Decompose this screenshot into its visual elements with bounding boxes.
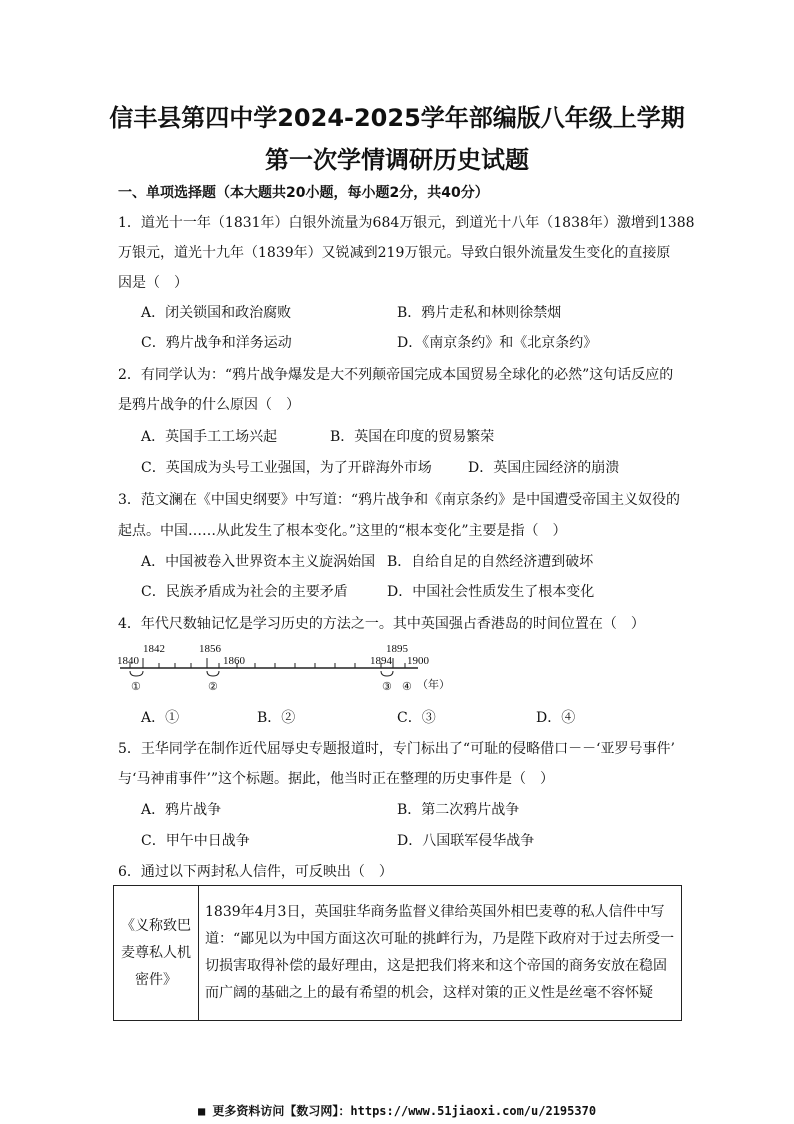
timeline-mark-4: ④ — [402, 681, 412, 693]
q1-option-c[interactable]: C．鸦片战争和洋务运动 — [141, 335, 292, 351]
q6-table-content: 1839年4月3日，英国驻华商务监督义律给英国外相巴麦尊的私人信件中写 道：“鄙见以为中国方面这次可耻的挑衅行为，乃是陛下政府对于过去所受一 切损害取得补偿的最好理由，这是把我们将来和这个帝国的商务安放在稳固 而广阔的基础之上的最有希望的机会，这样对策的正义性是丝毫不容怀疑 — [199, 886, 682, 1021]
q6-line: 6．通过以下两封私人信件，可反映出（ ） — [118, 864, 393, 880]
timeline-unit: （年） — [417, 679, 450, 691]
q5-option-d[interactable]: D．八国联军侵华战争 — [397, 833, 535, 849]
page-title-line1: 信丰县第四中学2024-2025学年部编版八年级上学期 — [109, 104, 685, 132]
q5-option-a[interactable]: A．鸦片战争 — [141, 802, 222, 818]
page-title-line2: 第一次学情调研历史试题 — [265, 146, 529, 174]
q5-option-c[interactable]: C．甲午中日战争 — [141, 833, 250, 849]
q2-option-d[interactable]: D．英国庄园经济的崩溃 — [468, 460, 620, 476]
timeline-year: 1842 — [143, 643, 165, 655]
q1-option-d[interactable]: D．《南京条约》和《北京条约》 — [397, 335, 598, 351]
q3-line: 起点。中国……从此发生了根本变化。”这里的“根本变化”主要是指（ ） — [118, 523, 567, 539]
section-heading: 一、单项选择题（本大题共20小题，每小题2分，共40分） — [118, 185, 489, 201]
q5-line: 与‘马神甫事件’”这个标题。据此，他当时正在整理的历史事件是（ ） — [118, 771, 555, 787]
footer-link[interactable]: ■ 更多资料访问【数习网】：https://www.51jiaoxi.com/u/2195370 — [197, 1104, 597, 1118]
q2-option-a[interactable]: A．英国手工工场兴起 — [141, 429, 278, 445]
q2-option-b[interactable]: B．英国在印度的贸易繁荣 — [330, 429, 495, 445]
q3-option-a[interactable]: A．中国被卷入世界资本主义旋涡始国 — [141, 554, 376, 570]
timeline-year: 1894 — [370, 655, 392, 667]
q2-line: 2．有同学认为：“鸦片战争爆发是大不列颠帝国完成本国贸易全球化的必然”这句话反应的 — [118, 367, 674, 383]
flag-icon: ■ — [197, 1104, 206, 1118]
q1-option-a[interactable]: A．闭关锁国和政治腐败 — [141, 305, 292, 321]
q1-line: 万银元，道光十九年（1839年）又锐减到219万银元。导致白银外流量发生变化的直接原 — [118, 245, 671, 261]
q2-line: 是鸦片战争的什么原因（ ） — [118, 397, 300, 413]
timeline-year: 1900 — [407, 655, 429, 667]
q1-line: 因是（ ） — [118, 275, 188, 291]
q1-option-b[interactable]: B．鸦片走私和林则徐禁烟 — [397, 305, 562, 321]
q4-option-a[interactable]: A．① — [141, 710, 180, 726]
q4-option-b[interactable]: B．② — [257, 710, 296, 726]
timeline-mark-3: ③ — [382, 681, 392, 693]
q6-table-source: 《义称致巴 麦尊私人机 密件》 — [114, 886, 199, 1021]
q1-line: 1．道光十一年（1831年）白银外流量为684万银元，到道光十八年（1838年）激增到1388 — [118, 215, 695, 231]
timeline-year: 1856 — [199, 643, 221, 655]
timeline-figure — [115, 638, 455, 696]
q5-option-b[interactable]: B．第二次鸦片战争 — [397, 802, 520, 818]
q4-option-c[interactable]: C．③ — [397, 710, 436, 726]
timeline-year: 1895 — [386, 643, 408, 655]
timeline-mark-2: ② — [208, 681, 218, 693]
q4-line: 4．年代尺数轴记忆是学习历史的方法之一。其中英国强占香港岛的时间位置在（ ） — [118, 616, 645, 632]
q3-option-d[interactable]: D．中国社会性质发生了根本变化 — [387, 584, 595, 600]
q2-option-c[interactable]: C．英国成为头号工业强国，为了开辟海外市场 — [141, 460, 432, 476]
timeline-mark-1: ① — [131, 681, 141, 693]
q3-option-b[interactable]: B．自给自足的自然经济遭到破坏 — [387, 554, 594, 570]
q3-line: 3．范文澜在《中国史纲要》中写道：“鸦片战争和《南京条约》是中国遭受帝国主义奴役的 — [118, 492, 681, 508]
q4-option-d[interactable]: D．④ — [536, 710, 576, 726]
timeline-year: 1840 — [117, 655, 139, 667]
timeline-year: 1860 — [223, 655, 245, 667]
q6-table — [113, 885, 682, 1021]
q3-option-c[interactable]: C．民族矛盾成为社会的主要矛盾 — [141, 584, 348, 600]
q5-line: 5．王华同学在制作近代屈辱史专题报道时，专门标出了“可耻的侵略借口－－‘亚罗号事件’ — [118, 741, 675, 757]
